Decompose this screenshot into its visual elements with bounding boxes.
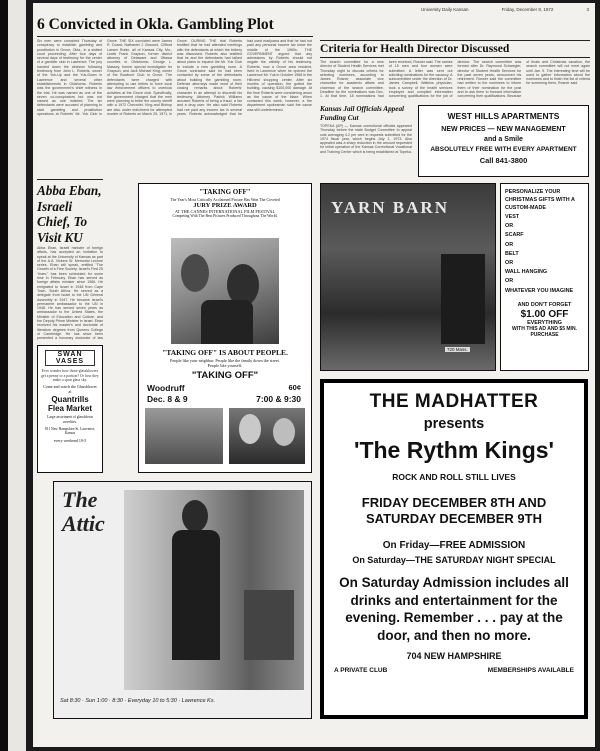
madhatter-saturday: On Saturday—THE SATURDAY NIGHT SPECIAL [352, 555, 556, 565]
madhatter-date-2: SATURDAY DECEMBER 9TH [365, 511, 542, 526]
madhatter-ad [320, 379, 588, 719]
personalize-condition: WITH THIS AD AND $5 MIN. PURCHASE [512, 325, 577, 339]
yarn-barn-photo [320, 183, 496, 371]
swan-logo: SWAN VASES [45, 350, 95, 366]
taking-off-ad [138, 183, 312, 473]
movie-photo-right [229, 408, 305, 464]
west-hills-phone: Call 841-3800 [479, 156, 528, 165]
swan-vases-ad [37, 345, 103, 473]
personalize-item: WHATEVER YOU IMAGINE [505, 287, 574, 294]
adjacent-page-edge [0, 0, 26, 751]
personalize-item: SCARF [505, 232, 524, 239]
madhatter-presents: presents [423, 416, 485, 432]
movie-title-top: "TAKING OFF" [199, 188, 251, 196]
madhatter-band: 'The Rythm Kings' [353, 437, 555, 463]
madhatter-membership: MEMBERSHIPS AVAILABLE [487, 667, 574, 674]
personalize-item: OR [505, 223, 514, 230]
quantrills-name: Quantrills [51, 395, 89, 405]
personalize-forget: AND DON'T FORGET [517, 301, 572, 308]
gambling-headline: 6 Convicted in Okla. Gambling Plot [37, 16, 274, 33]
madhatter-club: A PRIVATE CLUB [334, 667, 388, 674]
movie-award-3: Competing With The Best Pictures Produced Throughout The World. [172, 214, 278, 218]
swan-at-text: at [68, 389, 72, 395]
personalize-price: $1.00 OFF [520, 308, 569, 320]
personalize-item: WALL HANGING [505, 269, 548, 276]
personalize-ad [500, 183, 589, 371]
attic-logo [62, 488, 122, 536]
kansas-jail-headline: Kansas Jail Officials Appeal Funding Cut [320, 105, 405, 122]
movie-blurb: The Year's Most Critically Acclaimed Picture Has Won The Coveted [170, 197, 280, 202]
movie-venue: Woodruff [147, 383, 185, 393]
madhatter-friday: On Friday—FREE ADMISSION [382, 540, 526, 551]
movie-title-bottom: "TAKING OFF" [191, 370, 259, 381]
madhatter-address: 704 NEW HAMPSHIRE [406, 651, 502, 661]
attic-hours-strip: Sat 8:30 · Sun 1:00 · 8:30 · Everyday 10 to 5:30 · Lawrence Ks. [60, 698, 216, 704]
criteria-article-body: The search committee for a new director of Student Health Services met Thursday night to discuss criteria for selecting nominees, according to James Rosner, associate vice chancellor for academic affairs and chairman of the search committee. Deadline for the nominations was Dec. 1. At that time, 18 nominations had been received, Rosner said. The names of 15 men and four women were submitted. A letter was sent out soliciting nominations for the vacancy. A subcommittee under the direction of Dr. James Campbell, Watkins physician, took a survey of the health services employee and compiled information concerning qualifications for the job of director. The search committee was formed after Dr. Raymond Schwegler, director of Student Health Services for the past seven years, announced his retirement. Rosner said the committee had written to the nominees to inform them of their nomination for the post and to ask them to forward information concerning their qualifications. Because of finals and Christmas vacation, the search committee will not meet again until Jan. 9. The interesting time will be used to gather information about the nominees and to finish the list of criteria for screening them, Rosner said. [320, 60, 590, 99]
madhatter-venue: THE MADHATTER [369, 391, 539, 412]
gambling-article-body: Six men were convicted Thursday of conspiracy to establish gambling and prostitution in Grove, Okla., in a slotted court proceeding. After four days of several days of testimony for the center of a gambler club in Lawrence. The jury handed down the decision following testimony from John L. Roberts, owner of the Yuk-Up and the Yuk-Down in Lawrence and several other establishments in Oklahoma. Roberts was the government's chief witness in the trial. He was named as one of the seven co-conspirators but was not named as one indicted. The six defendants were accused of planning to start gambling and prostitution operations at Roberts' Mr. Yuk Club in Grove. THE SIX convicted were James R. Duard, Nathaniel J. Bosconi, Clifford Larsen Rubin, all of Kansas City, Mo., Lewis Frank Grayson, former district attorney of Delaware and Ottawa counties in Oklahoma; George L. Massey, former special investigator for Grayson; and Jack Michael King, owner of the Bowhunt Club in Grove. The defendants were charged with attempting to use bribes to force local law enforcement officers to overlook activities at the Grove club. Specifically, the government charged that the men were planning to bribe the county sheriff with a 1972 Chevrolet. King and Bishop are also under indictment for attempted murder of Roberts on March 25, 1971, in Grove. DURING THE trial Roberts testified that he had attended meetings with the defendants at which the bribery was discussed. Roberts also testified that he and the defendants had talked about plans to expand the Mr. Yuk Club to include a new gambling room. A Grove contractor said he had been contacted by some of the defendants about building the gambling room. Defense attorneys made most of their closing remarks about Roberts' character in an attempt to discredit his testimony. Attorney Patrick Williams accused Roberts of being a fraud, a liar and a drug user. He also said Roberts had not paid any income tax in several years. Roberts acknowledged that he had used marijuana and that he had not paid any personal income tax since the middle of the 1960s. THE GOVERNMENT argued that any admissions by Roberts should not negate the validity of his testimony. Roberts, now a Grove area resident, lived in Lawrence when he opened the Lawrence Mr. Yuk in October 1968 in the Hillcrest shopping center. After six months of operation, fire gutted the building, causing $100,000 damage. At the time Roberts were considering arson as the cause of the blaze. When contacted this week, however, a fire department spokesman said the cause was still undetermined. [37, 39, 312, 117]
paper-name: University Daily Kansan [421, 7, 469, 12]
madhatter-footer [334, 667, 574, 674]
paper-date: Friday, December 8, 1972 [501, 7, 554, 12]
madhatter-special: On Saturday Admission includes all drinks and entertainment for the evening. Remember . . . pay at the door, and then no more. [339, 575, 569, 643]
movie-tagline-2: People like your neighbor. People like the family down the street. People like yourself. [170, 358, 280, 368]
yarn-barn-address: 720 Mass. [447, 347, 468, 352]
west-hills-name: WEST HILLS APARTMENTS [447, 111, 560, 121]
movie-dates: Dec. 8 & 9 [147, 394, 188, 404]
personalize-everything: EVERYTHING [527, 319, 562, 326]
page-folio [421, 7, 589, 12]
personalize-item: OR [505, 278, 514, 285]
attic-logo-attic: Attic [62, 511, 105, 536]
movie-times: 7:00 & 9:30 [256, 394, 301, 404]
west-hills-line-3: ABSOLUTELY FREE WITH EVERY APARTMENT [430, 146, 577, 153]
movie-award-2: AT THE CANNES INTERNATIONAL FILM FESTIVAL [174, 209, 276, 214]
criteria-headline: Criteria for Health Director Discussed [320, 40, 590, 58]
eban-article-body: Abba Eban, Israeli minister of foreign affairs, has accepted an invitation to speak at the University of Kansas as part of the A.A. Vickers Sr. Memorial Lecture series. Eban will speak, entitled "The Growth of a Free Society: Israel's First 25 Years," has been scheduled for some time in February. Eban has served as foreign affairs minister since 1966. He emigrated to Israel in 1948 from Cape Town, South Africa. He served as a delegate from Israel to the UN General Assembly in 1947. He became Israel's permanent ambassador to the UN in 1948. He has served seven years as ambassador to the United States, the Minister of Education and Culture, and the Deputy Prime Minister in Israel. Eban received his master's and doctorate of literature degrees from Queens College of Cambridge. He has since been presented a honorary doctorate of law [37, 246, 103, 341]
movie-tagline: "TAKING OFF" IS ABOUT PEOPLE. [162, 348, 288, 357]
personalize-item: OR [505, 241, 514, 248]
yarn-barn-sign: YARN BARN [331, 198, 449, 217]
west-hills-line-1: NEW PRICES — NEW MANAGEMENT [441, 126, 566, 133]
swan-intro-text: Ever wonder how those glassblowers get a penny or a portion? Or how they make a spun glass sky. [41, 369, 99, 382]
swan-address: 811 New Hampshire St. Lawrence, Kansas [44, 426, 96, 436]
west-hills-ad [418, 105, 589, 177]
personalize-intro: PERSONALIZE YOUR CHRISTMAS GIFTS WITH A CUSTOM-MADE [505, 189, 575, 211]
movie-price: 60¢ [288, 383, 301, 392]
flea-market-name: Flea Market [47, 404, 93, 414]
movie-award-1: JURY PRIZE AWARD [193, 202, 257, 209]
swan-hours-time: 10-5 [78, 438, 87, 444]
personalize-items [505, 213, 584, 296]
swan-hours: every weekend [53, 438, 78, 444]
personalize-item: VEST [505, 214, 520, 220]
newspaper-page [33, 3, 595, 747]
personalize-item: BELT [505, 250, 519, 257]
movie-photo-left [145, 408, 223, 464]
personalize-item: OR [505, 260, 514, 267]
kansas-jail-body: TOPEKA (AP) — Kansas correctional officials appeared Thursday before the state Budget Committee to appeal cuts averaging 4.2 per cent in requests submitted for the 1974 fiscal year, which begins July 1, 1973. Also appealed was a sharp reduction in the amount requested for initial operation of the Kansas Correctional Vocational and Training Center which is being established at Topeka. [320, 124, 412, 154]
attic-logo-the: The [62, 487, 98, 512]
west-hills-line-2: and a Smile [484, 136, 523, 143]
eban-headline: Abba Eban, Israeli Chief, To Visit KU [37, 183, 102, 245]
movie-still-photo [171, 238, 279, 344]
swan-inventory: Large assortment of glassblown novelties. [47, 415, 93, 424]
madhatter-tagline: ROCK AND ROLL STILL LIVES [392, 472, 516, 482]
page-number: 3 [586, 7, 589, 12]
swan-watch-text: Come and watch the Glassblower [43, 383, 97, 389]
attic-ad [53, 481, 312, 719]
attic-photo [124, 490, 304, 690]
madhatter-date-1: FRIDAY DECEMBER 8TH AND [361, 495, 547, 510]
